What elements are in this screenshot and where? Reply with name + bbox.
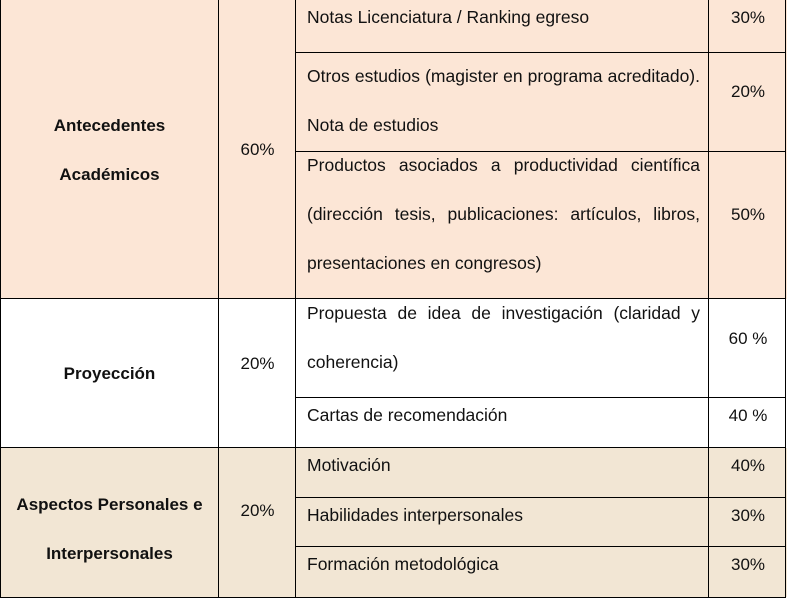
column-divider — [708, 0, 709, 598]
category-line: Antecedentes — [53, 115, 166, 135]
criterion-item: Propuesta de idea de investigación (claridad y coherencia) — [307, 303, 700, 372]
category-cell — [0, 0, 219, 299]
criterion-item: Notas Licenciatura / Ranking egreso — [307, 7, 590, 27]
category-line: Aspectos Personales e — [16, 494, 203, 514]
criterion-item: Cartas de recomendación — [307, 405, 508, 425]
criterion-percentage: 50% — [730, 205, 766, 224]
table-border — [785, 0, 786, 598]
weight-cell: 20% — [240, 353, 275, 373]
criterion-item: Motivación — [307, 455, 391, 475]
category-line: Interpersonales — [46, 543, 173, 563]
category-cell — [0, 448, 219, 597]
table-border — [0, 0, 1, 598]
criterion-percentage: 30% — [730, 555, 766, 574]
subrow-divider — [295, 52, 786, 53]
category-line: Proyección — [63, 364, 156, 383]
column-divider — [295, 0, 296, 598]
row-divider — [0, 447, 786, 448]
criterion-percentage: 40 % — [728, 406, 768, 425]
criterion-percentage: 20% — [730, 82, 766, 101]
criterion-item: Otros estudios (magister en programa acreditado). Nota de estudios — [307, 66, 700, 135]
criterion-percentage: 30% — [730, 8, 766, 27]
criterion-percentage: 30% — [730, 506, 766, 525]
subrow-divider — [295, 397, 786, 398]
column-divider — [218, 0, 219, 598]
criterion-item: Productos asociados a productividad científica (dirección tesis, publicaciones: artículos, libros, presentaciones en congresos) — [307, 155, 700, 273]
row-divider — [0, 298, 786, 299]
category-cell — [0, 299, 219, 448]
subrow-divider — [295, 151, 786, 152]
weight-cell: 60% — [240, 139, 275, 159]
criterion-item: Formación metodológica — [307, 554, 499, 574]
category-line: Académicos — [59, 164, 160, 184]
subrow-divider — [295, 546, 786, 547]
criterion-percentage: 60 % — [728, 329, 768, 348]
table-border — [0, 597, 786, 598]
criterion-item: Habilidades interpersonales — [307, 505, 523, 525]
subrow-divider — [295, 497, 786, 498]
criterion-percentage: 40% — [730, 456, 766, 475]
weight-cell: 20% — [240, 500, 275, 520]
